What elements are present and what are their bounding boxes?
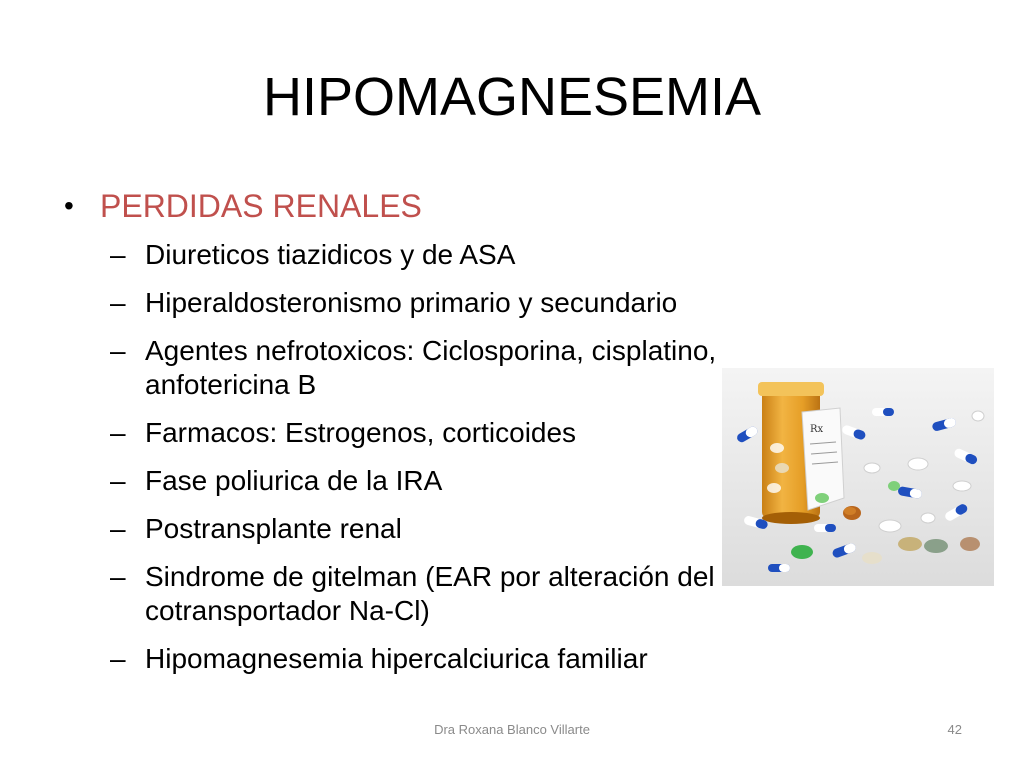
list-item xyxy=(110,238,835,272)
list-item xyxy=(110,642,835,676)
bullet-icon: • xyxy=(64,190,74,221)
list-item-text: Agentes nefrotoxicos: Ciclosporina, cisplatino, anfotericina B xyxy=(145,335,717,400)
list-item-text: Diureticos tiazidicos y de ASA xyxy=(145,239,516,270)
list-item xyxy=(110,286,835,320)
list-item-text: Sindrome de gitelman (EAR por alteración del cotransportador Na-Cl) xyxy=(145,561,715,626)
list-item-text: Hiperaldosteronismo primario y secundario xyxy=(145,287,678,318)
dash-icon: – xyxy=(110,239,126,270)
dash-icon: – xyxy=(110,287,126,318)
list-item-text: Farmacos: Estrogenos, corticoides xyxy=(145,417,577,448)
dash-icon: – xyxy=(110,513,126,544)
dash-icon: – xyxy=(110,561,126,592)
pills-photo xyxy=(722,368,994,586)
dash-icon: – xyxy=(110,335,126,366)
footer-author: Dra Roxana Blanco Villarte xyxy=(434,722,590,737)
dash-icon: – xyxy=(110,643,126,674)
main-bullet xyxy=(66,184,866,228)
list-item-text: Hipomagnesemia hipercalciurica familiar xyxy=(145,643,648,674)
dash-icon: – xyxy=(110,417,126,448)
rx-label: Rx xyxy=(810,424,824,435)
dash-icon: – xyxy=(110,465,126,496)
list-item-text: Postransplante renal xyxy=(145,513,402,544)
page-number: 42 xyxy=(947,722,962,737)
pills-illustration xyxy=(722,368,994,586)
main-bullet-label: PERDIDAS RENALES xyxy=(100,188,422,224)
list-item-text: Fase poliurica de la IRA xyxy=(145,465,443,496)
slide-title: HIPOMAGNESEMIA xyxy=(262,67,762,127)
